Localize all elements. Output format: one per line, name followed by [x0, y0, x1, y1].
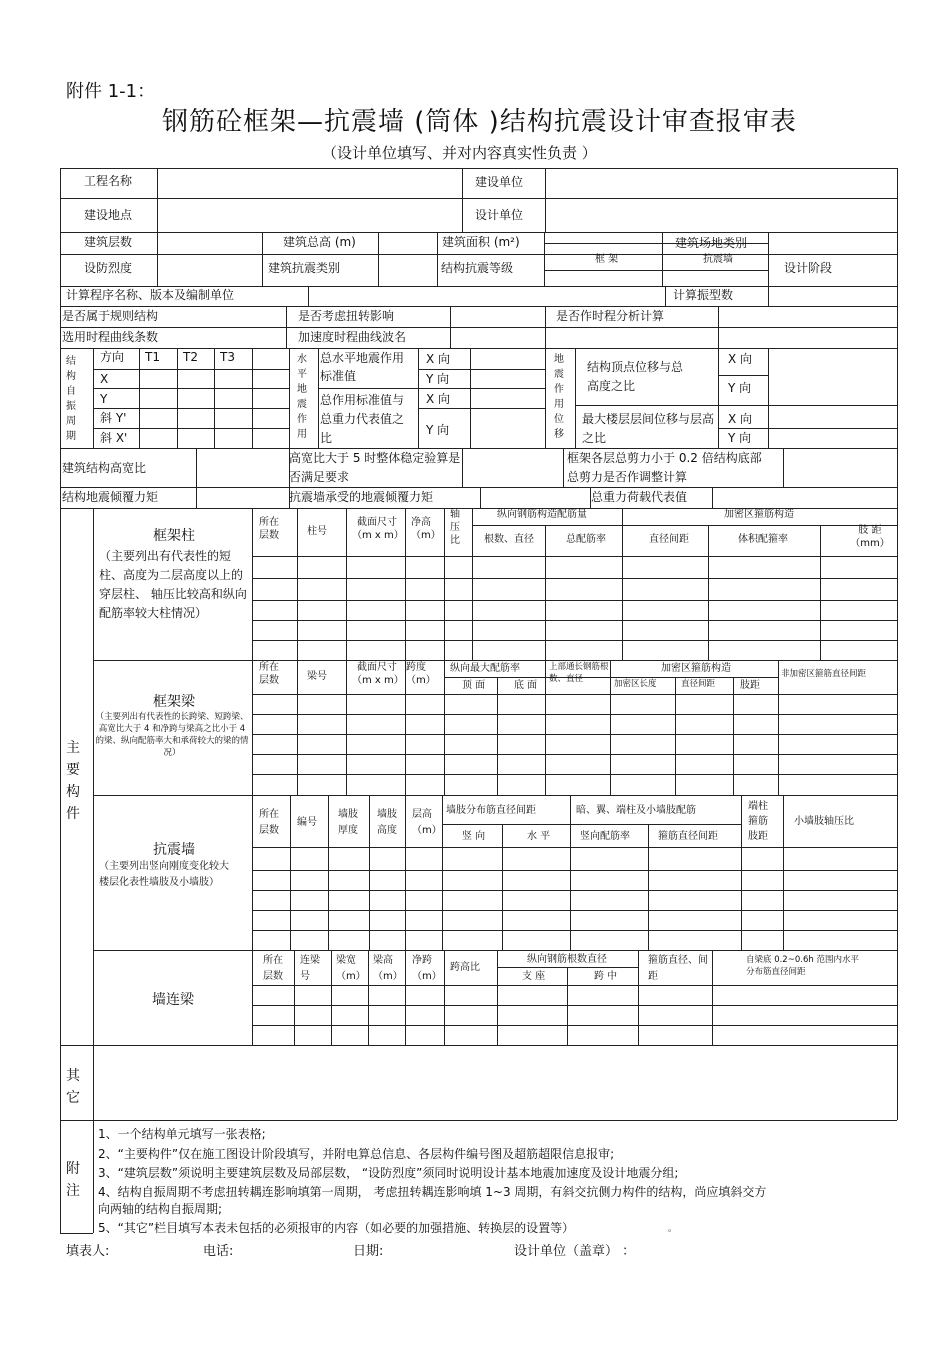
label-gravity: 总重力荷载代表值 — [591, 490, 688, 504]
rule-v — [369, 795, 370, 950]
col-h-long: 纵向钢筋构造配筋量 — [497, 509, 587, 520]
col-h-height: 净高（m） — [411, 517, 441, 541]
rule-h — [252, 847, 897, 848]
label-horizontal: 水平地震作用 — [297, 354, 307, 440]
wall-h-vert: 竖 向 — [462, 831, 486, 842]
rule-v — [93, 1045, 94, 1233]
rule-v — [567, 967, 568, 1045]
rule-h — [252, 734, 897, 735]
note-3: 3、“建筑层数”须说明主要建筑层数及局部层数， “设防烈度”须同时说明设计基本地震加速度及设计地震分组; — [98, 1166, 679, 1180]
shearwall-desc: （主要列出竖向刚度变化较大楼层化表性墙肢及小墙肢） — [99, 861, 229, 888]
rule-v — [252, 795, 253, 950]
cb-h-ratio: 跨高比 — [450, 962, 480, 973]
rule-h — [252, 985, 897, 986]
label-period-x: X — [100, 372, 109, 386]
rule-h — [252, 1005, 897, 1006]
rule-v — [472, 508, 473, 660]
rule-v — [418, 348, 419, 448]
footer-date: 日期: — [353, 1244, 384, 1259]
label-std2: 总作用标准值与总重力代表值之比 — [320, 393, 405, 445]
label-period: 结构自振周期 — [66, 356, 76, 442]
wall-h-no: 编号 — [297, 817, 317, 828]
col-h-dia: 根数、直径 — [484, 534, 534, 545]
rule-h — [442, 824, 741, 825]
rule-h — [252, 556, 897, 557]
label-other: 其它 — [66, 1068, 80, 1106]
beam-h-topface: 顶 面 — [462, 680, 486, 691]
rule-h — [93, 408, 289, 409]
rule-v — [502, 824, 503, 950]
rule-h — [60, 1045, 897, 1046]
beam-h-top-bars: 上部通长钢筋根数、直径 — [549, 662, 609, 684]
rule-h — [252, 890, 897, 891]
rule-h — [60, 306, 897, 307]
label-direction: 方向 — [100, 350, 125, 364]
rule-v — [308, 286, 309, 306]
note-5: 5、“其它”栏目填写本表未包括的必须报审的内容（如必要的加强措施、转换层的设置等） — [98, 1221, 575, 1235]
wall-h-story: 层高（m） — [412, 809, 442, 836]
cb-h-long: 纵向钢筋根数直径 — [527, 954, 607, 965]
wall-h-horiz: 水 平 — [527, 831, 551, 842]
rule-h — [60, 254, 897, 255]
rule-v — [290, 795, 291, 950]
rule-h — [93, 388, 289, 389]
footer-phone: 电话: — [203, 1244, 234, 1259]
rule-v — [262, 232, 263, 286]
rule-h — [60, 327, 897, 328]
label-hw-ratio: 建筑结构高宽比 — [62, 461, 147, 475]
cb-h-stirrup: 箍筋直径、间距 — [648, 955, 708, 982]
beam-h-span: 跨度（m） — [406, 662, 436, 686]
rule-h — [60, 232, 897, 233]
rule-v — [294, 950, 295, 1045]
rule-v — [405, 950, 406, 1045]
rule-h — [93, 660, 897, 661]
rule-h — [252, 714, 897, 715]
label-d-x2: X 向 — [728, 412, 753, 426]
cb-h-height: 梁高（m） — [373, 955, 403, 982]
rule-v — [252, 950, 253, 1045]
label-area: 建筑面积 (m²) — [442, 235, 520, 249]
rule-v — [405, 795, 406, 950]
rule-h — [252, 694, 897, 695]
rule-v — [462, 168, 463, 232]
cb-h-support: 支 座 — [522, 971, 546, 982]
rule-h — [718, 428, 897, 429]
rule-v — [665, 286, 666, 306]
label-grade: 结构抗震等级 — [441, 261, 514, 275]
cb-h-no: 连梁号 — [300, 955, 320, 982]
col-h-section: 截面尺寸（m x m） — [352, 517, 404, 541]
label-regular: 是否属于规则结构 — [62, 309, 159, 323]
label-t3: T3 — [220, 350, 235, 364]
rule-v — [712, 950, 713, 1045]
rule-h — [252, 910, 897, 911]
rule-v — [570, 795, 571, 950]
footer-filler: 填表人: — [66, 1244, 110, 1259]
rule-h — [252, 578, 897, 579]
cb-h-horiz: 自梁底 0.2~0.6h 范围内水平分布筋直径间距 — [746, 955, 859, 977]
label-displacement: 地震作用位移 — [554, 354, 564, 440]
label-h-x2: X 向 — [426, 392, 451, 406]
label-torsion: 是否考虑扭转影响 — [298, 309, 395, 323]
label-period-xa: 斜 X' — [100, 431, 128, 445]
rule-v — [444, 950, 445, 1045]
rule-v — [214, 348, 215, 448]
wall-h-endleg: 端柱箍筋肢距 — [748, 801, 768, 842]
wall-h-height: 墙肢高度 — [377, 809, 397, 836]
label-d-x1: X 向 — [728, 352, 753, 366]
rule-h — [93, 795, 897, 796]
rule-v — [444, 508, 445, 660]
rule-h — [60, 1233, 93, 1234]
column-title: 框架柱 — [153, 528, 195, 544]
label-h-y1: Y 向 — [426, 372, 450, 386]
label-site-class: 建筑场地类别 — [675, 236, 748, 250]
label-overturn: 结构地震倾覆力矩 — [62, 490, 159, 504]
rule-h — [418, 408, 545, 409]
rule-h — [472, 525, 897, 526]
column-desc: （主要列出有代表性的短柱、高度为二层高度以上的穿层柱、 轴压比较高和纵向配筋率较大柱情况） — [99, 549, 247, 620]
rule-h — [60, 198, 897, 199]
rule-h — [497, 967, 638, 968]
note-4: 4、结构自振周期不考虑扭转耦连影响填第一周期， 考虑扭转耦连影响填 1~3 周期，有斜交抗侧力构件的结构，尚应填斜交方 — [98, 1185, 767, 1199]
rule-v — [139, 348, 140, 448]
rule-v — [368, 950, 369, 1045]
rule-h — [444, 677, 778, 678]
beam-h-spacing: 直径间距 — [681, 679, 716, 689]
label-period-ya: 斜 Y' — [100, 411, 127, 425]
rule-v — [638, 950, 639, 1045]
rule-v — [768, 232, 769, 286]
page-subtitle: （设计单位填写、并对内容真实性负责 ） — [322, 144, 597, 162]
rule-h — [60, 1120, 897, 1121]
rule-v — [196, 448, 197, 508]
rule-h — [252, 640, 897, 641]
attachment-label: 附件 1-1： — [66, 81, 156, 102]
beam-h-length: 加密区长度 — [614, 679, 657, 689]
rule-v — [297, 508, 298, 660]
rule-v — [497, 950, 498, 1045]
wall-h-floor: 所在层数 — [259, 809, 279, 836]
rule-v — [622, 508, 623, 660]
label-wall-overturn: 抗震墙承受的地震倾覆力矩 — [289, 490, 434, 504]
rule-v — [378, 232, 379, 286]
label-seismic-class: 建筑抗震类别 — [268, 261, 341, 275]
rule-v — [93, 348, 94, 448]
rule-v — [712, 487, 713, 508]
rule-v — [405, 508, 406, 660]
rule-h — [418, 369, 545, 370]
label-members: 主要构件 — [66, 740, 80, 822]
rule-h — [252, 774, 897, 775]
label-curves: 选用时程曲线条数 — [62, 330, 159, 344]
rule-v — [480, 487, 481, 508]
note-dot: 。 — [668, 1224, 678, 1234]
rule-v — [252, 348, 253, 448]
label-wall-grade: 抗震墙 — [703, 254, 733, 265]
label-t2: T2 — [183, 350, 198, 364]
rule-h — [318, 388, 545, 389]
wall-h-stirrup: 箍筋直径间距 — [658, 831, 718, 842]
label-height: 建筑总高 (m) — [283, 235, 356, 249]
rule-v — [470, 348, 471, 448]
label-modes: 计算振型数 — [673, 288, 734, 302]
label-program: 计算程序名称、版本及编制单位 — [66, 288, 235, 302]
label-h-y2: Y 向 — [426, 423, 450, 437]
rule-h — [252, 620, 897, 621]
beam-h-no: 梁号 — [307, 671, 327, 682]
label-story-disp: 最大楼层层间位移与层高之比 — [582, 412, 715, 445]
label-t1: T1 — [145, 350, 160, 364]
label-std1: 总水平地震作用标准值 — [320, 351, 405, 383]
rule-v — [328, 795, 329, 950]
label-h-x1: X 向 — [426, 352, 451, 366]
rule-h — [252, 930, 897, 931]
col-h-floor: 所在层数 — [259, 517, 279, 541]
rule-v — [318, 348, 319, 448]
rule-h — [93, 950, 897, 951]
rule-v — [545, 348, 546, 448]
rule-v — [662, 232, 663, 286]
label-intensity: 设防烈度 — [84, 261, 133, 275]
label-frame-shear: 框架各层总剪力小于 0.2 倍结构底部总剪力是否作调整计算 — [567, 451, 762, 484]
beam-h-bottomface: 底 面 — [514, 680, 538, 691]
rule-v — [648, 824, 649, 950]
rule-h — [252, 754, 897, 755]
rule-v — [289, 348, 290, 448]
cb-h-span: 净跨（m） — [412, 955, 442, 982]
label-site: 建设地点 — [84, 208, 133, 222]
rule-v — [331, 950, 332, 1045]
rule-h — [60, 168, 897, 169]
page-title: 钢筋砼框架—抗震墙 (筒体 )结构抗震设计审查报审表 — [162, 107, 797, 137]
beam-h-maxratio: 纵向最大配筋率 — [450, 663, 520, 674]
cb-h-floor: 所在层数 — [263, 955, 283, 982]
label-d-y1: Y 向 — [728, 381, 752, 395]
label-design-stage: 设计阶段 — [784, 261, 833, 275]
label-top-disp: 结构顶点位移与总高度之比 — [587, 360, 684, 393]
beam-h-section: 截面尺寸（m x m） — [352, 662, 404, 686]
col-h-stirrup: 加密区箍筋构造 — [724, 509, 794, 520]
col-h-ratio: 总配筋率 — [566, 534, 606, 545]
rule-h — [575, 405, 897, 406]
label-design-unit: 设计单位 — [475, 208, 524, 222]
note-4b: 向两轴的结构自振周期; — [98, 1202, 223, 1216]
label-notes: 附注 — [66, 1161, 80, 1199]
col-h-axial: 轴压比 — [450, 509, 460, 546]
rule-v — [544, 232, 545, 286]
rule-v — [177, 348, 178, 448]
beam-desc: （主要列出有代表性的长跨梁、短跨梁、高宽比大于 4 和净跨与梁高之比小于 4 的梁、纵向配筋率大和承荷较大的梁的情况） — [95, 712, 249, 758]
label-floors: 建筑层数 — [84, 235, 133, 249]
rule-h — [60, 448, 897, 449]
rule-v — [442, 795, 443, 950]
label-frame-grade: 框 架 — [595, 254, 619, 265]
cb-h-mid: 跨 中 — [594, 971, 618, 982]
rule-h — [252, 1025, 897, 1026]
cb-h-width: 梁宽（m） — [336, 955, 366, 982]
rule-v — [783, 795, 784, 950]
rule-h — [93, 428, 289, 429]
rule-h — [60, 487, 897, 488]
label-accel-wave: 加速度时程曲线波名 — [298, 330, 407, 344]
coupling-title: 墙连梁 — [152, 992, 194, 1008]
wall-h-boundary: 暗、翼、端柱及小墙肢配筋 — [576, 805, 696, 816]
rule-h — [252, 600, 897, 601]
rule-v — [157, 168, 158, 232]
shearwall-title: 抗震墙 — [153, 842, 195, 858]
beam-h-nonstirrup: 非加密区箍筋直径间距 — [781, 669, 867, 679]
rule-h — [252, 870, 897, 871]
beam-h-stirrup: 加密区箍筋构造 — [661, 663, 731, 674]
wall-h-vratio: 竖向配筋率 — [580, 831, 630, 842]
rule-h — [718, 375, 768, 376]
rule-v — [768, 286, 769, 306]
col-h-spacing: 直径间距 — [649, 534, 689, 545]
rule-v — [575, 348, 576, 448]
note-2: 2、“主要构件”仅在施工图设计阶段填写，并附电算总信息、各层构件编号图及超筋超限信息报审; — [98, 1147, 615, 1161]
label-time-history: 是否作时程分析计算 — [556, 309, 665, 323]
beam-h-floor: 所在层数 — [259, 662, 279, 686]
label-project-name: 工程名称 — [84, 174, 133, 188]
col-h-leg: 肢 距（mm） — [850, 525, 890, 549]
col-h-vol: 体积配箍率 — [738, 534, 788, 545]
label-period-y: Y — [100, 392, 108, 406]
label-construction-unit: 建设单位 — [475, 175, 524, 189]
beam-h-leg: 肢距 — [740, 680, 760, 691]
rule-v — [897, 168, 898, 1120]
wall-h-axial: 小墙肢轴压比 — [794, 816, 854, 827]
rule-v — [563, 448, 564, 487]
beam-title: 框架梁 — [153, 694, 195, 710]
wall-h-thick: 墙肢厚度 — [338, 809, 358, 836]
wall-h-dist: 墙肢分布筋直径间距 — [446, 805, 536, 816]
rule-h — [93, 369, 289, 370]
rule-v — [741, 795, 742, 950]
label-stability: 高宽比大于 5 时整体稳定验算是否满足要求 — [289, 451, 461, 484]
rule-h — [545, 270, 768, 271]
rule-v — [93, 508, 94, 1045]
label-d-y2: Y 向 — [728, 431, 752, 445]
rule-v — [545, 168, 546, 232]
rule-v — [346, 508, 347, 660]
note-1: 1、一个结构单元填写一张表格; — [98, 1127, 266, 1141]
rule-v — [157, 232, 158, 286]
footer-unit: 设计单位（盖章） ： — [514, 1244, 636, 1259]
col-h-no: 柱号 — [307, 526, 327, 537]
rule-v — [768, 348, 769, 448]
rule-v — [437, 232, 438, 286]
rule-v — [783, 448, 784, 487]
